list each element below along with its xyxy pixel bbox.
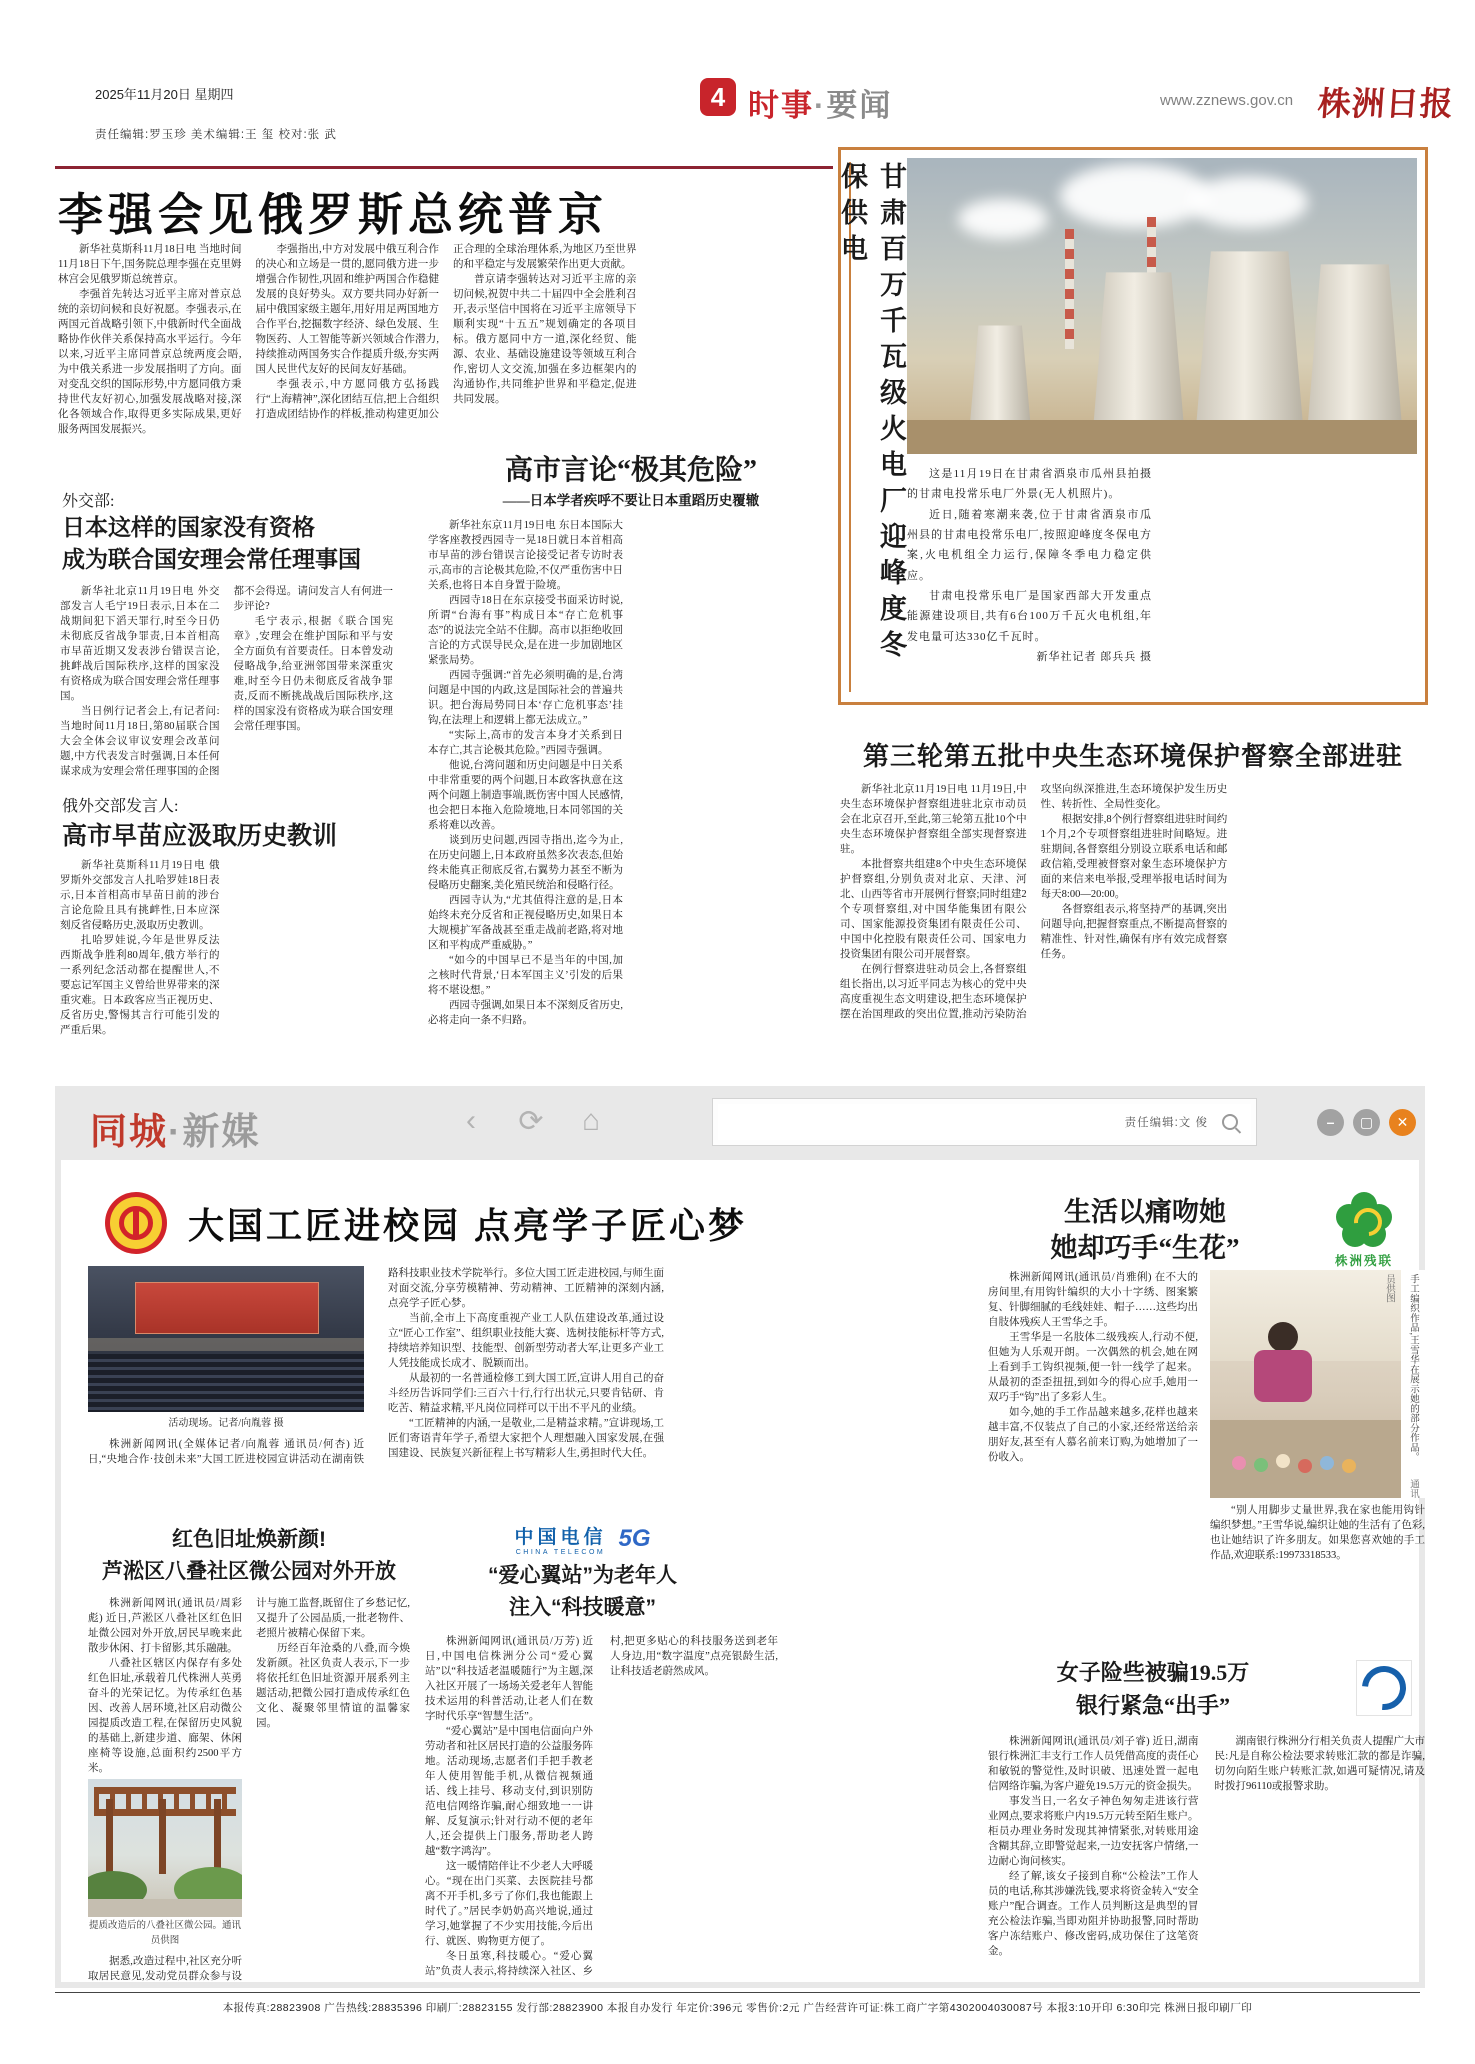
plant-ground	[907, 420, 1417, 454]
paragraph: 株洲新闻网讯(通讯员/肖雅俐) 在不大的房间里,有用钩针编织的大小十字绣、图案繁复、针脚细腻的毛线娃娃、帽子……这些均出自肢体残疾人王雪华之手。	[988, 1272, 1198, 1328]
paragraph: 根据安排,8个例行督察组进驻时间约1个月,2个专项督察组进驻时间略短。进驻期间,各督察组分别设立联系电话和邮政信箱,受理被督察对象生态环境保护方面的来信来电举报,受理举报电话时间为每天8:00—20:00。	[1040, 814, 1228, 900]
photo-caption: 提质改造后的八叠社区微公园。通讯员供图	[88, 1921, 241, 1946]
headline-line2: 芦淞区八叠社区微公园对外开放	[102, 1559, 396, 1583]
bank-logo	[1356, 1660, 1412, 1716]
minimize-icon[interactable]: –	[1317, 1109, 1344, 1136]
gansu-captions	[907, 464, 1417, 692]
person-head	[1268, 1322, 1298, 1352]
paragraph: 当日例行记者会上,有记者问:当地时间11月18日,第80届联合国大会全体会议审议安理会改革问题,中方代表发言时强调,日本任何谋求成为安理会常任理事国的企图都不会得逞。请问发言人有何进一步评论?	[60, 586, 393, 777]
paragraph: 新华社莫斯科11月19日电 俄罗斯外交部发言人扎哈罗娃18日表示,日本首相高市早苗日前的涉台言论危险且具有挑衅性,日本应深刻反省侵略历史,汲取历史教训。	[60, 860, 220, 931]
section-title-main: 时事	[748, 88, 814, 123]
paragraph: 各督察组表示,将坚持严的基调,突出问题导向,把握督察重点,不断提高督察的精准性、针对性,确保有序有效完成督察任务。	[1040, 904, 1228, 960]
pergola-post	[214, 1799, 221, 1874]
headline-aixin	[425, 1560, 740, 1623]
section-title	[748, 80, 892, 125]
paragraph: 据悉,改造过程中,社区充分听取居民意见,发动党员群众参与设计与施工监督,既留住了乡愁记忆,又提升了公园品质,一批老物件、老照片被精心保留下来。	[88, 1598, 410, 1982]
paragraph: 西园寺18日在东京接受书面采访时说,所谓“台海有事”构成日本“存亡危机事态”的说法完全站不住脚。高市以拒绝收回言论的方式误导民众,是在进一步加剧地区紧张局势。	[428, 595, 623, 666]
article-gongjiang-body	[88, 1266, 964, 1468]
bank-swoosh-icon	[1353, 1657, 1415, 1719]
kicker-ewaijiaobu: 俄外交部发言人:	[62, 798, 179, 815]
photo-caption: 活动现场。记者/向胤蓉 摄	[168, 1418, 284, 1429]
headline-liqiang: 李强会见俄罗斯总统普京	[58, 189, 609, 240]
headline-line1: 日本这样的国家没有资格	[62, 515, 315, 540]
power-plant-photo	[907, 158, 1417, 454]
article-ducha-body	[840, 782, 1428, 1040]
paragraph: 株洲新闻网讯(通讯员/万芳) 近日,中国电信株洲分公司“爱心翼站”以“科技适老温暖随行”为主题,深入社区开展了一场场关爱老年人智能技术运用的科普活动,让老人们在数字时代乐享“智慧生活”。	[425, 1636, 593, 1722]
paragraph: 新华社莫斯科11月18日电 当地时间11月18日下午,国务院总理李强在克里姆林宫会见俄罗斯总统普京。	[58, 244, 242, 285]
pergola-post	[159, 1799, 166, 1874]
photo-caption: 手工编织作品,王雪华在展示她的部分作品。	[1408, 1274, 1418, 1463]
paragraph: 株洲新闻网讯(通讯员/刘子睿) 近日,湖南银行株洲汇丰支行工作人员凭借高度的责任心和敏锐的警觉性,及时识破、迅速处置一起电信网络诈骗,为客户避免19.5万元的资金损失。	[988, 1736, 1199, 1792]
paragraph: 株洲新闻网讯(通讯员/周彩彪) 近日,芦淞区八叠社区红色旧址微公园对外开放,居民早晚来此散步休闲、打卡留影,其乐融融。	[88, 1598, 242, 1654]
paragraph: 在例行督察进驻动员会上,各督察组组长指出,以习近平同志为核心的党中央高度重视生态文明建设,把生态环境保护摆在治国理政的突出位置,推动污染防治攻坚向纵深推进,生态环境保护发生历史性、转折性、全局性变化。	[840, 784, 1228, 1020]
headline-shenghua	[995, 1194, 1295, 1267]
headline-nvzi	[988, 1656, 1318, 1722]
paragraph: 如今,她的手工作品越来越多,花样也越来越丰富,不仅装点了自己的小家,还经常送给亲朋好友,甚至有人慕名前来订购,为她增加了一份收入。	[988, 1407, 1198, 1463]
paragraph: 经了解,该女子接到自称“公检法”工作人员的电话,称其涉嫌洗钱,要求将资金转入“安全账户”配合调查。工作人员判断这是典型的冒充公检法诈骗,当即劝阻并协助报警,同时帮助客户冻结账户、修改密码,成功保住了这笔资金。	[988, 1871, 1199, 1957]
stage-screen	[135, 1282, 319, 1334]
home-icon[interactable]: ⌂	[581, 1104, 601, 1137]
china-telecom-wordmark	[514, 1522, 606, 1556]
tongcheng-logo	[90, 1101, 260, 1155]
subtitle-gaoshi: ——日本学者疾呼不要让日本重蹈历史覆辙	[502, 493, 760, 508]
headline-line2: 成为联合国安理会常任理事国	[62, 547, 361, 573]
headline-ducha: 第三轮第五批中央生态环境保护督察全部进驻	[862, 742, 1403, 771]
newspaper-logo: 株洲日报	[1316, 87, 1456, 123]
paragraph: 李强指出,中方对发展中俄互利合作的决心和立场是一贯的,愿同俄方进一步增强合作韧性,巩固和维护两国合作稳健发展的良好势头。双方要共同办好新一届中俄国家级主题年,用好用足两国地方合作平台,挖掘数字经济、绿色发展、生物医药、人工智能等新兴领域合作潜力,持续推动两国务实合作提质升级,夯实两国人民世代友好的民间友好基础。	[255, 244, 439, 375]
paragraph: 株洲新闻网讯(全媒体记者/向胤蓉 通讯员/何杏) 近日,“央地合作·技创未来”大国工匠进校园宣讲活动在湖南铁路科技职业技术学院举行。多位大国工匠走进校园,与师生面对面交流,分享劳模精神、劳动精神、工匠精神的深刻内涵,点亮学子匠心梦。	[88, 1268, 664, 1465]
paragraph: 新华社北京11月19日电 外交部发言人毛宁19日表示,日本在二战期间犯下滔天罪行,时至今日仍未彻底反省战争罪责,日本首相高市早苗近期又发表涉台错误言论,挑衅战后国际秩序,这样的国家没有资格成为联合国安理会常任理事国。	[60, 586, 220, 702]
paragraph: 他说,台湾问题和历史问题是中日关系中非常重要的两个问题,日本政客执意在这两个问题上制造事端,既伤害中国人民感情,也会把日本拖入危险境地,日本同邻国的关系将难以改善。	[428, 760, 623, 831]
article-shenghua-body	[988, 1270, 1425, 1642]
telecom-logo	[425, 1522, 740, 1556]
cooling-tower	[968, 325, 1032, 421]
crochet-photo	[1210, 1270, 1425, 1498]
footer-rule	[55, 1992, 1420, 1993]
article-gaoshi-body	[428, 518, 834, 1040]
article-nvzi-body	[988, 1734, 1425, 1982]
paragraph: 李强表示,中方愿同俄方弘扬践行“上海精神”,深化团结互信,把上合组织打造成团结协作的样板,推动构建更加公正合理的全球治理体系,为地区乃至世界的和平稳定与发展繁荣作出更大贡献。	[255, 244, 637, 420]
close-icon[interactable]: ✕	[1389, 1109, 1416, 1136]
back-icon[interactable]: ‹	[466, 1104, 476, 1137]
paragraph: “如今的中国早已不是当年的中国,加之核时代背景,‘日本军国主义’引发的后果将不堪设想。”	[428, 955, 623, 996]
paragraph: 历经百年沧桑的八叠,而今焕发新颜。社区负责人表示,下一步将依托红色旧址资源开展系列主题活动,把微公园打造成传承红色文化、凝聚邻里情谊的温馨家园。	[256, 1643, 410, 1729]
headline-line1: 红色旧址焕新颜!	[172, 1528, 326, 1551]
maximize-icon[interactable]: ▢	[1353, 1109, 1380, 1136]
paragraph: 这一暖情陪伴让不少老人大呼暖心。“现在出门买菜、去医院挂号都离不开手机,多亏了你们,我也能跟上时代了。”居民李奶奶高兴地说,通过学习,她掌握了不少实用技能,今后出行、就医、购物更方便了。	[425, 1861, 593, 1947]
paragraph: “工匠精神的内涵,一是敬业,二是精益求精。”宣讲现场,工匠们寄语青年学子,希望大家把个人理想融入国家发展,在强国建设、民族复兴新征程上书写精彩人生,勇担时代大任。	[388, 1418, 664, 1459]
trade-union-logo	[105, 1192, 167, 1254]
photo-caption-vertical	[1384, 1270, 1425, 1498]
headline-line2: 她却巧手“生花”	[1050, 1233, 1240, 1264]
telecom-cn: 中国电信	[514, 1527, 607, 1548]
cooling-tower	[1193, 251, 1307, 427]
stage-light	[88, 1338, 364, 1351]
paragraph: 新华社东京11月19日电 东日本国际大学客座教授西园寺一晃18日就日本首相高市早苗的涉台错误言论接受记者专访时表示,高市的言论极其危险,不仅严重伤害中日关系,也将日本自身置于险境。	[428, 520, 623, 591]
section-title-sub: 要闻	[826, 88, 893, 123]
paragraph: 冬日虽寒,科技暖心。“爱心翼站”负责人表示,将持续深入社区、乡村,把更多贴心的科技服务送到老年人身边,用“数字温度”点亮银龄生活,让科技适老蔚然成风。	[425, 1636, 778, 1977]
website-url: www.zznews.gov.cn	[1160, 92, 1294, 109]
refresh-icon[interactable]: ⟳	[518, 1105, 544, 1138]
headline-line1: “爱心翼站”为老年人	[488, 1564, 677, 1587]
paragraph: 西园寺强调:“首先必须明确的是,台湾问题是中国的内政,这是国际社会的普遍共识。把台海局势同日本‘存亡危机事态’挂钩,在法理上和逻辑上都无法成立。”	[428, 670, 623, 726]
paragraph: 普京请李强转达对习近平主席的亲切问候,祝贺中共二十届四中全会胜利召开,表示坚信中国将在习近平主席领导下顺利实现“十五五”规划确定的各项目标。俄方愿同中方一道,深化经贸、能源、农业、基础设施建设等领域互利合作,密切人文交流,加强在多边框架内的沟通协作,共同维护世界和平稳定,促进共同发展。	[453, 274, 637, 405]
article-ewaijiaobu-body	[60, 858, 393, 1040]
headline-line2: 银行紧急“出手”	[1075, 1693, 1230, 1718]
paragraph: 李强首先转达习近平主席对普京总统的亲切问候和良好祝愿。李强表示,在两国元首战略引领下,中俄新时代全面战略协作伙伴关系保持高水平运行。今年以来,习近平主席同普京总统两度会晤,为中俄关系进一步发展指明了方向。面对变乱交织的国际形势,中方愿同俄方秉持世代友好初心,加强发展战略对接,深化各领域合作,取得更多实际成果,更好服务两国发展振兴。	[58, 289, 242, 435]
headline-line2: 注入“科技暖意”	[509, 1595, 656, 1619]
union-logo-bar	[133, 1208, 139, 1238]
5g-icon: 5G	[618, 1525, 651, 1552]
paragraph: 毛宁表示,根据《联合国宪章》,安理会在维护国际和平与安全方面负有首要责任。日本曾发动侵略战争,给亚洲邻国带来深重灾难,时至今日仍未彻底反省战争罪责,反而不断挑战战后国际秩序,这样的国家没有资格成为联合国安理会常任理事国。	[233, 616, 393, 732]
tongcheng-logo-sub: 新媒	[182, 1111, 261, 1152]
steam-plume	[958, 199, 1048, 239]
tongcheng-logo-dot: ·	[168, 1111, 183, 1152]
address-bar[interactable]	[712, 1098, 1257, 1146]
headline-ewaijiaobu: 高市早苗应汲取历史教训	[62, 823, 338, 850]
cooling-tower	[1305, 264, 1405, 424]
headline-gongjiang: 大国工匠进校园 点亮学子匠心梦	[188, 1205, 748, 1246]
page-number-badge: 4	[700, 78, 736, 116]
photo-credit: 新华社记者 郎兵兵 摄	[1036, 651, 1152, 664]
paragraph: 当前,全市上下高度重视产业工人队伍建设改革,通过设立“匠心工作室”、组织职业技能大赛、选树技能标杆等方式,持续培养知识型、技能型、创新型劳动者大军,让更多产业工人凭技能成长成才、脱颖而出。	[388, 1313, 664, 1369]
paragraph: 西园寺强调,如果日本不深刻反省历史,必将走向一条不归路。	[428, 1000, 623, 1026]
headline-line1: 女子险些被骗19.5万	[1056, 1660, 1250, 1685]
cooling-tower	[1091, 272, 1187, 424]
photo-caption: 近日,随着寒潮来袭,位于甘肃省酒泉市瓜州县的甘肃电投常乐电厂,按照迎峰度冬保电方案,火电机组全力运行,保障冬季电力稳定供应。	[907, 508, 1152, 582]
person-body	[1254, 1350, 1312, 1402]
crochet-items	[1232, 1456, 1246, 1470]
headline-waijiaobu	[62, 512, 361, 576]
tongcheng-logo-main: 同城	[90, 1111, 168, 1152]
chimney	[1065, 229, 1074, 349]
shenghua-column-1	[988, 1270, 1198, 1642]
paragraph: 八叠社区辖区内保存有多处红色旧址,承载着几代株洲人英勇奋斗的光荣记忆。为传承红色基因、改善人居环境,社区启动微公园提质改造工程,在保留历史风貌的基础上,新建步道、廊架、休闲座椅等设施,总面积约2500平方米。	[88, 1658, 242, 1774]
paragraph: “爱心翼站”是中国电信面向户外劳动者和社区居民打造的公益服务阵地。活动现场,志愿者们手把手教老年人使用智能手机,从微信视频通话、线上挂号、移动支付,到识别防范电信网络诈骗,耐心细致地一一讲解、反复演示;针对行动不便的老年人,还会提供上门服务,帮助老人跨越“数字鸿沟”。	[425, 1726, 593, 1857]
paragraph: 扎哈罗娃说,今年是世界反法西斯战争胜利80周年,俄方举行的一系列纪念活动都在提醒世人,不要忘记军国主义曾给世界带来的深重灾难。日本政客应当正视历史、反省历史,警惕其言行可能引发的严重后果。	[60, 935, 220, 1036]
header-rule	[55, 166, 833, 169]
footer-info: 本报传真:28823908 广告热线:28835396 印刷厂:28823155 发行部:28823900 本报自办发行 年定价:396元 零售价:2元 广告经营许可证:株工商广字第4302004030087号 本报3:10开印 6:30印完 株洲日报印刷厂印	[222, 2002, 1253, 2014]
paragraph: 新华社北京11月19日电 11月19日,中央生态环境保护督察组进驻北京市动员会在北京召开,至此,第三轮第五批10个中央生态环境保护督察组全部实现督察进驻。	[840, 784, 1027, 855]
bar-editor-label: 责任编辑:文 俊	[1124, 1117, 1208, 1129]
article-waijiaobu-body	[60, 584, 393, 782]
photo-credit: 通讯员供图	[1384, 1274, 1418, 1498]
article-liqiang-body	[58, 242, 834, 442]
paragraph: 从最初的一名普通检修工到大国工匠,宣讲人用自己的奋斗经历告诉同学们:三百六十行,行行出状元,只要肯钻研、肯吃苦、精益求精,平凡岗位同样可以干出不平凡的业绩。	[388, 1373, 664, 1414]
search-icon[interactable]	[1222, 1114, 1238, 1130]
paragraph: 西园寺认为,“尤其值得注意的是,日本始终未充分反省和正视侵略历史,如果日本大规模扩军备战甚至重走战前老路,将对地区和平构成严重威胁。”	[428, 895, 623, 951]
headline-hongse	[88, 1524, 410, 1587]
headline-gaoshi: 高市言论“极其危险”	[504, 455, 757, 486]
auditorium-photo	[88, 1266, 364, 1412]
headline-gansu-vertical: 甘肃百万千瓦级火电厂迎峰度冬保供电	[849, 162, 911, 692]
article-hongse-body	[88, 1596, 410, 1984]
section-dot: ·	[814, 88, 827, 123]
kicker-waijiaobu: 外交部:	[62, 493, 115, 510]
paragraph: 事发当日,一名女子神色匆匆走进该行营业网点,要求将账户内19.5万元转至陌生账户。柜员办理业务时发现其神情紧张,对转账用途含糊其辞,立即警觉起来,一边安抚客户情绪,一边耐心询问核实。	[988, 1796, 1199, 1867]
canlian-logo	[1322, 1192, 1406, 1269]
article-aixin-body	[425, 1634, 963, 1984]
paragraph: 王雪华是一名肢体二级残疾人,行动不便,但她为人乐观开朗。一次偶然的机会,她在网上看到手工钩织视频,便一针一线学了起来。从最初的歪歪扭扭,到如今的得心应手,她用一双巧手“钩”出了多彩人生。	[988, 1332, 1198, 1403]
path	[88, 1899, 242, 1917]
pergola-post	[106, 1799, 113, 1874]
gansu-photo-box	[838, 147, 1428, 705]
paragraph: 本批督察共组建8个中央生态环境保护督察组,分别负责对北京、天津、河北、山西等省市开展例行督察;同时组建2个专项督察组,对中国华能集团有限公司、国家能源投资集团有限责任公司、中国中化控股有限责任公司、国家电力投资集团有限公司开展督察。	[840, 859, 1027, 960]
audience-seats	[88, 1354, 364, 1412]
steam-plume	[1188, 176, 1308, 228]
page-date: 2025年11月20日 星期四	[95, 87, 234, 102]
photo-caption: 甘肃电投常乐电厂是国家西部大开发重点能源建设项目,共有6台100万千瓦火电机组,年发电量可达330亿千瓦时。	[907, 590, 1152, 643]
paragraph: 湖南银行株洲分行相关负责人提醒广大市民:凡是自称公检法要求转账汇款的都是诈骗,切勿向陌生账户转账汇款,如遇可疑情况,请及时拨打96110或报警求助。	[1214, 1736, 1425, 1792]
canlian-flower-icon	[1336, 1192, 1392, 1248]
telecom-en: CHINA TELECOM	[515, 1549, 606, 1556]
steam-plume	[1060, 164, 1210, 228]
canlian-label: 株洲残联	[1334, 1254, 1393, 1268]
shenghua-column-2	[1210, 1270, 1425, 1642]
paragraph: “实际上,高市的发言本身才关系到日本存亡,其言论极其危险。”西园寺强调。	[428, 730, 623, 756]
pergola-photo	[88, 1779, 242, 1917]
paragraph: 谈到历史问题,西园寺指出,迄今为止,在历史问题上,日本政府虽然多次表态,但始终未能真正彻底反省,右翼势力甚至不断为侵略历史翻案,美化殖民统治和侵略行径。	[428, 835, 623, 891]
page-editors: 责任编辑:罗玉珍 美术编辑:王 玺 校对:张 武	[95, 129, 337, 141]
headline-line1: 生活以痛吻她	[1064, 1197, 1226, 1227]
window-light	[1210, 1270, 1401, 1361]
paragraph: “别人用脚步丈量世界,我在家也能用钩针编织梦想。”王雪华说,编织让她的生活有了色彩,也让她结识了许多朋友。如果您喜欢她的手工作品,欢迎联系:19973318533。	[1210, 1505, 1425, 1561]
photo-caption: 这是11月19日在甘肃省酒泉市瓜州县拍摄的甘肃电投常乐电厂外景(无人机照片)。	[907, 468, 1152, 501]
